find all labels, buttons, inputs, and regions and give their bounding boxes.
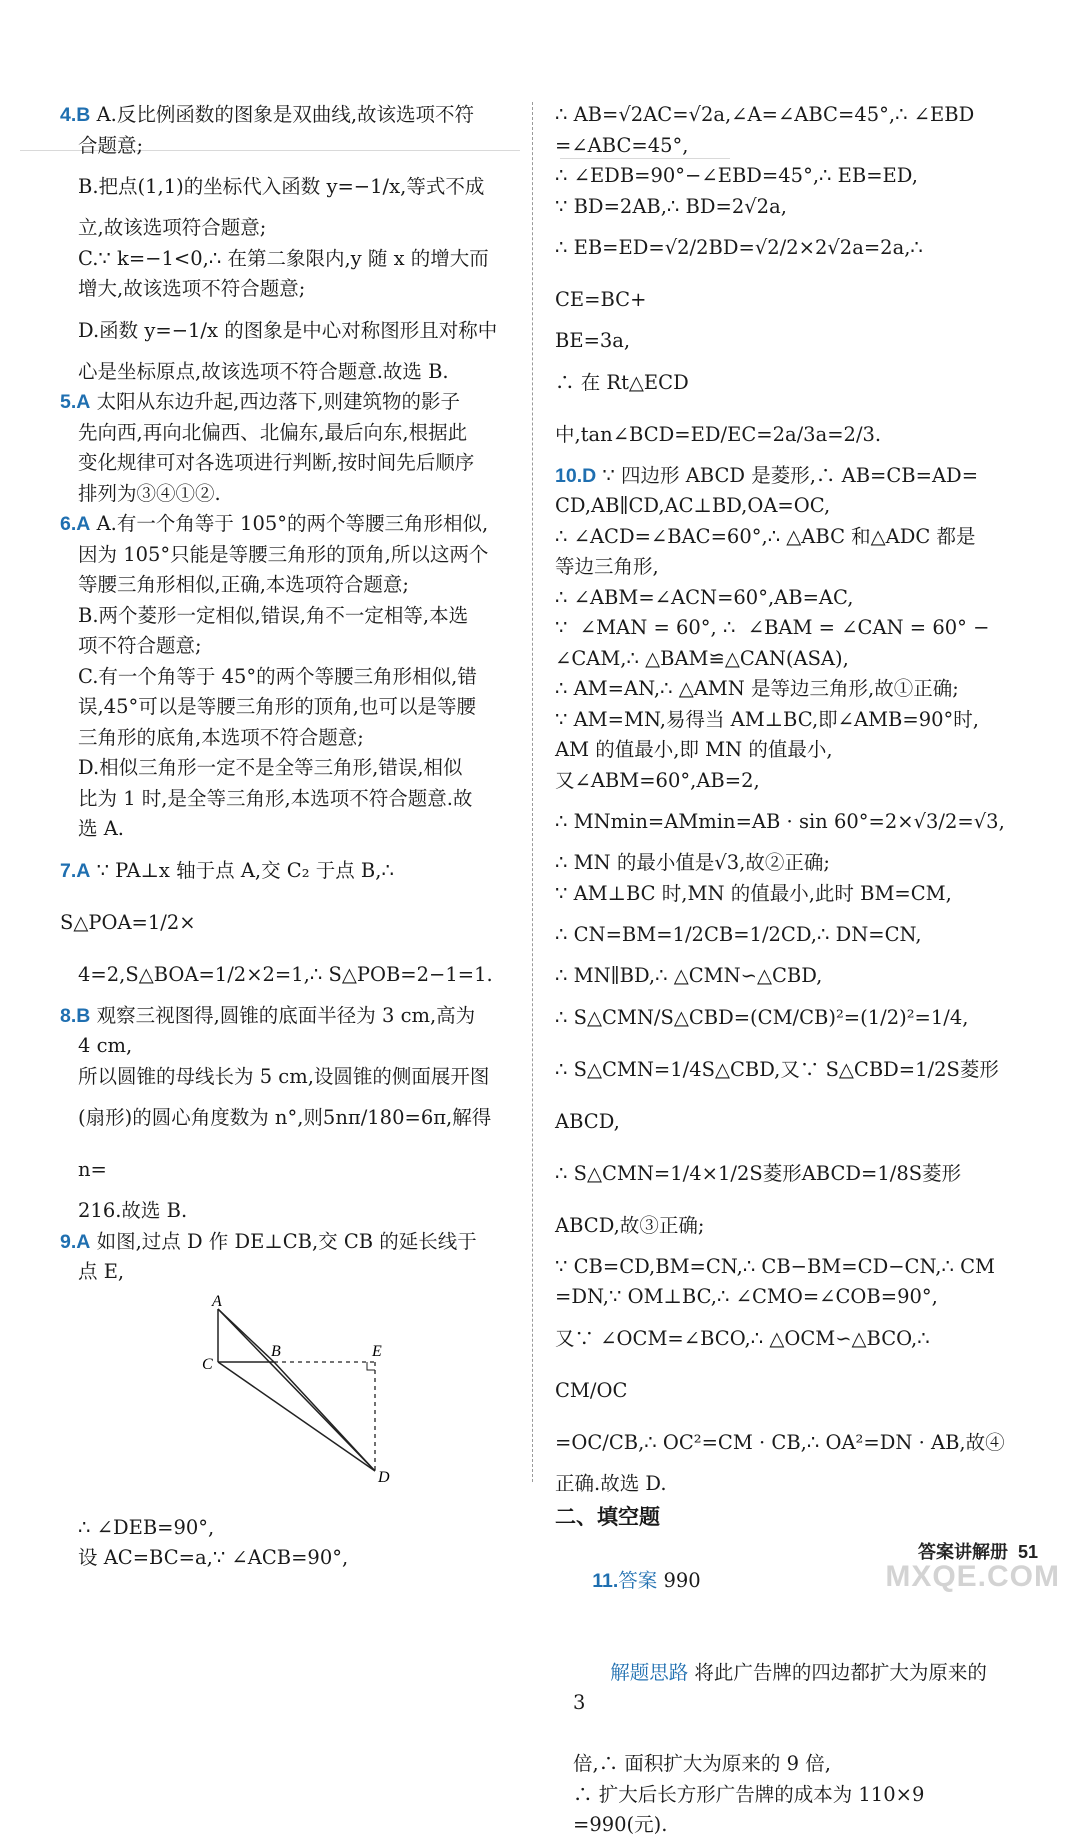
line-text: ∴ AM=AN,∴ △AMN 是等边三角形,故①正确; — [555, 677, 959, 700]
text-line — [555, 992, 1005, 1044]
text-line — [60, 244, 518, 275]
text-line — [555, 1469, 1005, 1500]
text-line — [60, 448, 518, 479]
text-line — [555, 1417, 1005, 1469]
page-number: 51 — [1017, 1542, 1038, 1562]
question-number: 7.A — [60, 859, 91, 882]
line-text: (扇形)的圆心角度数为 n°,则5nπ/180=6π,解得 n= — [78, 1106, 498, 1181]
text-line — [60, 845, 518, 949]
line-text: ∴ 在 Rt△ECD 中,tan∠BCD=ED/EC=2a/3a=2/3. — [555, 370, 882, 446]
q11-thinking-line — [555, 1627, 1005, 1749]
text-line — [555, 583, 1005, 614]
line-text: 排列为③④①②. — [78, 481, 221, 505]
text-line — [60, 949, 518, 1001]
line-text: CD,AB∥CD,AC⊥BD,OA=OC, — [555, 494, 831, 517]
text-line — [60, 662, 518, 693]
text-line — [555, 326, 1005, 357]
text-line — [555, 161, 1005, 192]
line-text: =∠ABC=45°, — [555, 133, 689, 157]
line-text: 正确.故选 D. — [555, 1471, 667, 1495]
line-text: A.有一个角等于 105°的两个等腰三角形相似, — [96, 512, 489, 535]
segment-bd — [274, 1362, 375, 1471]
label-c: C — [202, 1355, 213, 1373]
line-text: ∴ S△CMN=1/4S△CBD,又∵ S△CBD=1/2S菱形ABCD, — [555, 1057, 999, 1133]
right-lines — [555, 100, 1005, 1499]
text-line — [555, 766, 1005, 797]
line-text: 所以圆锥的母线长为 5 cm,设圆锥的侧面展开图 — [78, 1064, 490, 1088]
line-text: ∵ CB=CD,BM=CN,∴ CB−BM=CD−CN,∴ CM — [555, 1254, 995, 1278]
line-text: 观察三视图得,圆锥的底面半径为 3 cm,高为 — [96, 1003, 476, 1027]
label-e: E — [372, 1342, 382, 1360]
text-line — [555, 192, 1005, 223]
line-text: ∵ 四边形 ABCD 是菱形,∴ AB=CB=AD= — [602, 463, 979, 487]
text-line — [60, 784, 518, 815]
triangle-diagram — [170, 1294, 470, 1509]
line-text: 又∵ ∠OCM=∠BCO,∴ △OCM∽△BCO,∴ CM/OC — [555, 1326, 936, 1402]
text-line — [60, 814, 518, 845]
line-text: 因为 105°只能是等腰三角形的顶角,所以这两个 — [78, 542, 489, 566]
text-line — [555, 1148, 1005, 1252]
text-line — [555, 522, 1005, 553]
line-text: 项不符合题意; — [78, 634, 202, 657]
line-text: ∠CAM,∴ △BAM≌△CAN(ASA), — [555, 646, 849, 670]
text-line — [555, 1282, 1005, 1313]
text-line — [555, 848, 1005, 879]
q11-answer-value: 990 — [663, 1569, 701, 1592]
line-text: ∴ S△CMN=1/4×1/2S菱形ABCD=1/8S菱形ABCD,故③正确; — [555, 1161, 962, 1237]
line-text: 立,故该选项符合题意; — [78, 216, 267, 239]
line-text: ∴ ∠ABM=∠ACN=60°,AB=AC, — [555, 585, 854, 609]
question-number: 4.B — [60, 104, 91, 126]
line-text: C.有一个角等于 45°的两个等腰三角形相似,错 — [78, 664, 477, 688]
text-line — [60, 753, 518, 784]
text-line — [60, 479, 518, 510]
line-text: =DN,∵ OM⊥BC,∴ ∠CMO=∠COB=90°, — [555, 1285, 938, 1308]
watermark: MXQE.COM — [885, 1560, 1060, 1593]
text-line — [555, 705, 1005, 736]
segment-ad — [218, 1309, 375, 1471]
line-text: 216.故选 B. — [78, 1199, 188, 1222]
text-line — [60, 1031, 518, 1062]
line-text: D.函数 y=−1/x 的图象是中心对称图形且对称中 — [78, 318, 498, 342]
line-text: ∴ CN=BM=1/2CB=1/2CD,∴ DN=CN, — [555, 923, 922, 946]
text-line — [555, 735, 1005, 766]
text-line — [555, 1313, 1005, 1417]
line-text: ∵ ∠MAN = 60°, ∴ ∠BAM = ∠CAN = 60° − — [555, 616, 990, 639]
line-text: 误,45°可以是等腰三角形的顶角,也可以是等腰 — [78, 695, 476, 718]
line-text: 增大,故该选项不符合题意; — [78, 277, 306, 300]
line-text: ∴ ∠DEB=90°, — [78, 1515, 215, 1539]
text-line — [60, 692, 518, 723]
line-text: 4=2,S△BOA=1/2×2=1,∴ S△POB=2−1=1. — [78, 962, 493, 986]
text-line — [555, 552, 1005, 583]
question-number: 8.B — [60, 1004, 91, 1027]
text-line — [555, 1252, 1005, 1283]
question-number: 5.A — [60, 391, 91, 413]
line-text: ∴ MN 的最小值是√3,故②正确; — [555, 851, 830, 874]
column-divider — [532, 102, 533, 1482]
line-text: B.两个菱形一定相似,错误,角不一定相等,本选 — [78, 603, 469, 627]
line-text: B.把点(1,1)的坐标代入函数 y=−1/x,等式不成 — [78, 175, 485, 198]
line-text: ∴ S△CMN/S△CBD=(CM/CB)²=(1/2)²=1/4, — [555, 1005, 969, 1029]
line-text: 先向西,再向北偏西、北偏东,最后向东,根据此 — [78, 420, 468, 444]
text-line — [555, 909, 1005, 961]
text-line — [60, 418, 518, 449]
text-line — [60, 100, 518, 131]
footer-book-title: 答案讲解册 — [917, 1542, 1008, 1562]
section-title: 二、填空题 — [555, 1506, 660, 1529]
text-line — [60, 1513, 518, 1544]
question-number: 9.A — [60, 1230, 91, 1253]
text-line — [555, 1044, 1005, 1148]
line-text: ∵ AM=MN,易得当 AM⊥BC,即∠AMB=90°时, — [555, 707, 979, 731]
q11-line: 倍,∴ 面积扩大为原来的 9 倍, — [573, 1752, 831, 1775]
line-text: 变化规律可对各选项进行判断,按时间先后顺序 — [78, 451, 475, 474]
label-a: A — [212, 1293, 222, 1310]
line-text: ∵ BD=2AB,∴ BD=2√2a, — [555, 194, 787, 218]
text-line — [60, 1001, 518, 1032]
line-text: D.相似三角形一定不是全等三角形,错误,相似 — [78, 756, 463, 779]
left-after-figure — [60, 1513, 518, 1574]
line-text: ∴ MNmin=AMmin=AB · sin 60°=2×√3/2=√3, — [555, 810, 1005, 833]
q11-line: ∴ 扩大后长方形广告牌的成本为 110×9 — [573, 1782, 925, 1806]
text-line — [555, 674, 1005, 705]
line-text: ∴ MN∥BD,∴ △CMN∽△CBD, — [555, 964, 823, 987]
text-line — [60, 601, 518, 632]
text-line — [555, 131, 1005, 162]
text-line — [60, 357, 518, 388]
text-line — [60, 387, 518, 418]
line-text: 心是坐标原点,故该选项不符合题意.故选 B. — [78, 359, 449, 383]
text-line — [60, 540, 518, 571]
question-number: 6.A — [60, 513, 91, 535]
left-column — [60, 100, 518, 1574]
line-text: ∴ EB=ED=√2/2BD=√2/2×2√2a=2a,∴ CE=BC+ — [555, 236, 930, 311]
label-b: B — [271, 1342, 281, 1360]
text-line — [555, 491, 1005, 522]
left-lines — [60, 100, 518, 1288]
segment-cd — [218, 1362, 375, 1471]
text-line — [60, 305, 518, 357]
line-text: =OC/CB,∴ OC²=CM · CB,∴ OA²=DN · AB,故④ — [555, 1430, 1005, 1454]
q11-number: 11. — [592, 1570, 619, 1592]
line-text: 太阳从东边升起,西边落下,则建筑物的影子 — [96, 390, 460, 413]
line-text: ∵ AM⊥BC 时,MN 的值最小,此时 BM=CM, — [555, 881, 952, 905]
text-line — [555, 644, 1005, 675]
q11-line-0: 将此广告牌的四边都扩大为原来的 3 — [573, 1660, 994, 1714]
line-text: BE=3a, — [555, 329, 631, 352]
line-text: 又∠ABM=60°,AB=2, — [555, 768, 760, 792]
text-line — [555, 222, 1005, 326]
text-line — [60, 213, 518, 244]
line-text: ∴ ∠EDB=90°−∠EBD=45°,∴ EB=ED, — [555, 164, 918, 187]
text-line — [60, 570, 518, 601]
line-text: ∵ PA⊥x 轴于点 A,交 C₂ 于点 B,∴ S△POA=1/2× — [60, 858, 401, 934]
text-line — [60, 131, 518, 162]
line-text: 4 cm, — [78, 1034, 133, 1057]
line-text: AM 的值最小,即 MN 的值最小, — [555, 738, 833, 761]
text-line — [60, 723, 518, 754]
line-text: ∴ ∠ACD=∠BAC=60°,∴ △ABC 和△ADC 都是 — [555, 524, 976, 548]
line-text: C.∵ k=−1<0,∴ 在第二象限内,y 随 x 的增大而 — [78, 246, 489, 270]
text-line — [60, 1196, 518, 1227]
line-text: 点 E, — [78, 1260, 125, 1283]
text-line — [555, 796, 1005, 848]
text-line — [60, 1257, 518, 1288]
q11-answer-label: 答案 — [618, 1570, 658, 1592]
line-text: 等腰三角形相似,正确,本选项符合题意; — [78, 573, 409, 596]
text-line — [60, 1227, 518, 1258]
line-text: 设 AC=BC=a,∵ ∠ACB=90°, — [78, 1546, 349, 1569]
text-line — [555, 961, 1005, 992]
line-text: 三角形的底角,本选项不符合题意; — [78, 725, 364, 749]
text-line — [60, 631, 518, 662]
text-line — [60, 1543, 518, 1574]
line-text: 合题意; — [78, 133, 144, 157]
text-line — [555, 357, 1005, 461]
label-d: D — [378, 1468, 390, 1486]
text-line — [555, 879, 1005, 910]
line-text: A.反比例函数的图象是双曲线,故该选项不符 — [96, 103, 475, 126]
text-line — [555, 613, 1005, 644]
line-text: 比为 1 时,是全等三角形,本选项不符合题意.故 — [78, 786, 473, 810]
text-line — [555, 100, 1005, 131]
line-text: ∴ AB=√2AC=√2a,∠A=∠ABC=45°,∴ ∠EBD — [555, 103, 975, 126]
geometry-figure — [170, 1294, 470, 1509]
question-number: 10.D — [555, 464, 597, 487]
text-line — [60, 161, 518, 213]
text-line — [60, 274, 518, 305]
line-text: 选 A. — [78, 817, 124, 840]
text-line — [60, 509, 518, 540]
line-text: 等边三角形, — [555, 555, 659, 578]
line-text: 如图,过点 D 作 DE⊥CB,交 CB 的延长线于 — [96, 1229, 477, 1253]
text-line — [555, 461, 1005, 492]
text-line — [60, 1062, 518, 1093]
q11-line: =990(元). — [573, 1813, 668, 1836]
text-line — [60, 1092, 518, 1196]
right-angle-mark — [367, 1362, 375, 1370]
q11-thinking-label: 解题思路 — [610, 1661, 689, 1684]
